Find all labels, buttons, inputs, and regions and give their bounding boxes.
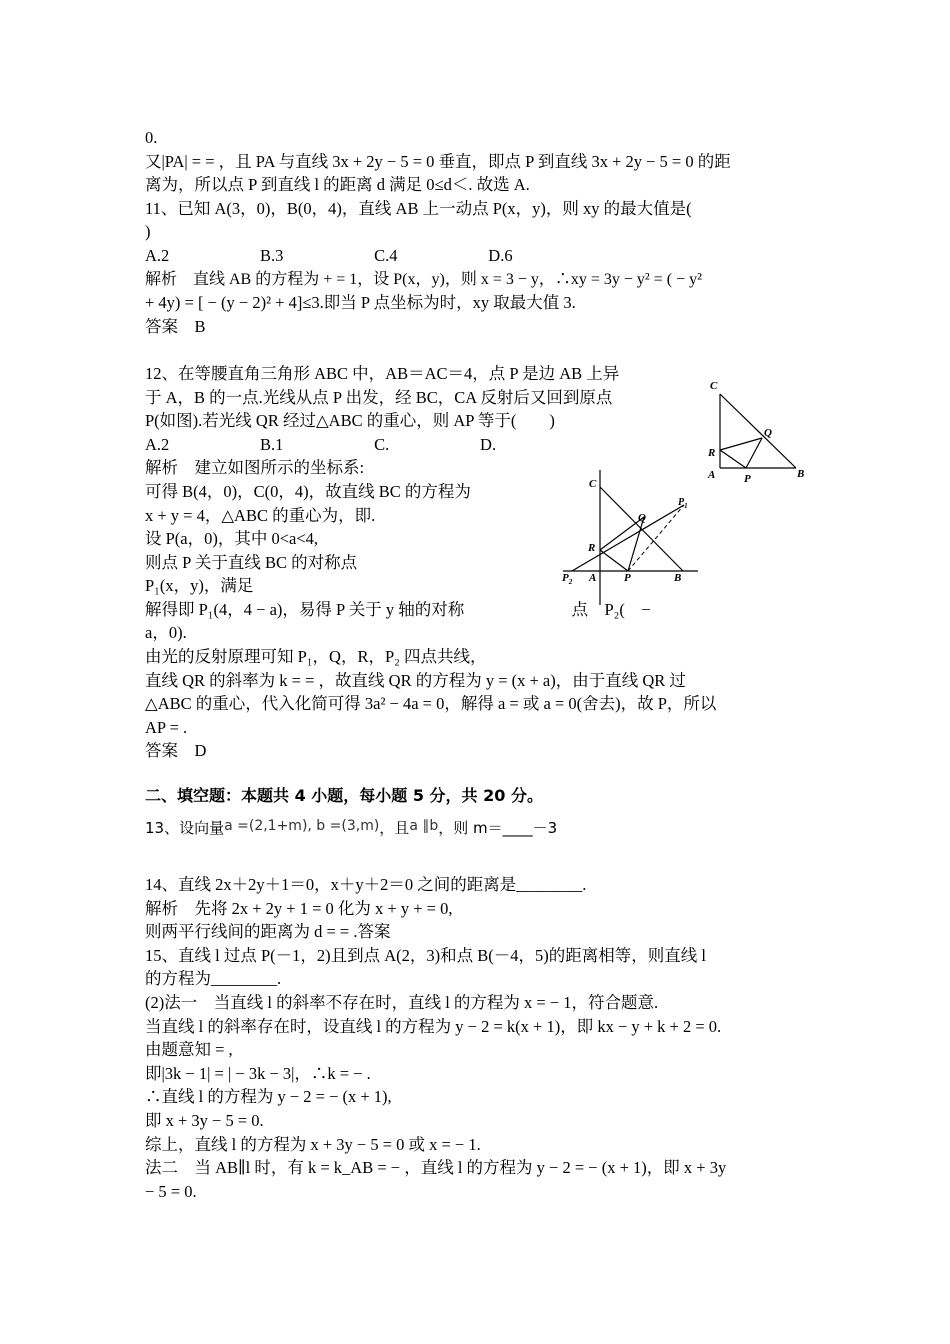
solution-line: 当直线 l 的斜率存在时，设直线 l 的方程为 y − 2 = k(x + 1)，即 kx − y + k + 2 = 0. bbox=[145, 1016, 722, 1036]
dashed-p-p1 bbox=[628, 505, 684, 571]
text-line: 的方程为________. bbox=[145, 969, 282, 989]
q13-prefix: 13、设向量 bbox=[145, 819, 225, 838]
solution-line: P₁(x，y)，满足 bbox=[145, 576, 254, 596]
solution-line: − 5 = 0. bbox=[145, 1181, 197, 1201]
solution-line: 法二 当 AB∥l 时，有 k = k_AB = − ，直线 l 的方程为 y − 2 = − (x + 1)，即 x + 3y bbox=[145, 1158, 727, 1178]
ray-qp bbox=[628, 517, 644, 571]
vector-formula: a =(2,1+m), b =(3,m) bbox=[224, 818, 380, 835]
label-p1: $P_1$ bbox=[678, 497, 688, 510]
question-14: 14、直线 2x＋2y＋1＝0，x＋y＋2＝0 之间的距离是________. bbox=[145, 875, 587, 895]
solution-line: 综上，直线 l 的方程为 x + 3y − 5 = 0 或 x = − 1. bbox=[145, 1134, 481, 1154]
label-q: Q bbox=[764, 427, 772, 439]
solution-line: 则两平行线间的距离为 d = = .答案 bbox=[145, 922, 391, 942]
question-15: 15、直线 l 过点 P(－1，2)且到点 A(2，3)和点 B(－4，5)的距离相等，则直线 l bbox=[145, 945, 706, 965]
label-c: C bbox=[710, 380, 718, 392]
coordinate-figure bbox=[558, 465, 703, 610]
label-p: P bbox=[624, 572, 631, 584]
line-bc bbox=[600, 487, 683, 571]
solution-line: + 4y) = [ − (y − 2)² + 4]≤3.即当 P 点坐标为时，xy 取最大值 3. bbox=[145, 293, 576, 313]
solution-line: 由题意知 = , bbox=[145, 1040, 233, 1060]
side-bc bbox=[720, 394, 796, 468]
text-line: 又|PA| = = ，且 PA 与直线 3x + 2y − 5 = 0 垂直，即点 P 到直线 3x + 2y − 5 = 0 的距 bbox=[145, 151, 731, 171]
q13-suffix: ，则 m＝____－3 bbox=[438, 819, 558, 838]
text-line: ) bbox=[145, 222, 151, 242]
solution-line: ∴直线 l 的方程为 y − 2 = − (x + 1), bbox=[145, 1087, 392, 1107]
solution-line: 即 x + 3y − 5 = 0. bbox=[145, 1110, 264, 1130]
solution-line: 设 P(a，0)，其中 0<a<4, bbox=[145, 529, 319, 549]
solution-line: 即|3k − 1| = | − 3k − 3|，∴k = − . bbox=[145, 1063, 371, 1083]
solution-line: 解得即 P₁(4，4 − a)，易得 P 关于 y 轴的对称 点 P₂( − bbox=[145, 599, 651, 619]
label-c: C bbox=[589, 478, 597, 490]
solution-line: a，0). bbox=[145, 623, 187, 643]
answer-line: 答案 D bbox=[145, 741, 207, 761]
label-r: R bbox=[708, 447, 716, 459]
label-p2: $P_2$ bbox=[562, 572, 573, 586]
ray-rp bbox=[720, 450, 746, 468]
label-r: R bbox=[588, 542, 596, 554]
parallel-formula: a ∥b bbox=[409, 818, 439, 835]
question-13 bbox=[145, 811, 810, 843]
label-a: A bbox=[589, 572, 597, 584]
solution-line: △ABC 的重心，代入化简可得 3a² − 4a = 0，解得 a = 或 a = 0(舍去)，故 P，所以 bbox=[145, 694, 717, 714]
solution-line: 由光的反射原理可知 P₁，Q，R，P₂ 四点共线， bbox=[145, 647, 487, 667]
ray-rq bbox=[720, 438, 762, 450]
question-12: 12、在等腰直角三角形 ABC 中，AB＝AC＝4，点 P 是边 AB 上异 bbox=[145, 363, 620, 383]
label-p: P bbox=[744, 473, 751, 485]
section-heading: 二、填空题：本题共 4 小题，每小题 5 分，共 20 分。 bbox=[145, 786, 543, 806]
answer-line: 答案 B bbox=[145, 316, 206, 336]
solution-line: AP = . bbox=[145, 717, 188, 737]
text-line: 0. bbox=[145, 128, 158, 147]
question-11: 11、已知 A(3，0)，B(0，4)，直线 AB 上一动点 P(x，y)，则 xy 的最大值是( bbox=[145, 198, 692, 218]
solution-line: 解析 建立如图所示的坐标系: bbox=[145, 458, 365, 478]
text-line: P(如图).若光线 QR 经过△ABC 的重心，则 AP 等于( ) bbox=[145, 411, 555, 431]
text-line: 于 A，B 的一点.光线从点 P 出发，经 BC，CA 反射后又回到原点 bbox=[145, 387, 613, 407]
label-b: B bbox=[674, 572, 682, 584]
solution-line: 则点 P 关于直线 BC 的对称点 bbox=[145, 552, 358, 572]
text-line: 离为，所以点 P 到直线 l 的距离 d 满足 0≤d＜. 故选 A. bbox=[145, 175, 530, 195]
document-page bbox=[145, 126, 810, 1203]
q13-middle: ，且 bbox=[379, 819, 410, 838]
solution-line: 解析 直线 AB 的方程为 + = 1，设 P(x，y)，则 x = 3 − y，∴xy = 3y − y² = ( − y² bbox=[145, 270, 702, 288]
label-a: A bbox=[708, 469, 716, 481]
solution-line: 直线 QR 的斜率为 k = = ，故直线 QR 的方程为 y = (x + a)，由于直线 QR 过 bbox=[145, 670, 686, 690]
solution-line: x + y = 4，△ABC 的重心为，即. bbox=[145, 505, 376, 525]
label-b: B bbox=[797, 468, 805, 480]
solution-line: (2)法一 当直线 l 的斜率不存在时，直线 l 的方程为 x = − 1，符合题意. bbox=[145, 993, 659, 1012]
triangle-figure bbox=[700, 374, 815, 489]
label-q: Q bbox=[638, 512, 646, 524]
answer-options: A.2 B.3 C.4 D.6 bbox=[145, 245, 513, 265]
ray-rp bbox=[600, 550, 628, 571]
solution-line: 解析 先将 2x + 2y + 1 = 0 化为 x + y + = 0, bbox=[145, 898, 453, 918]
solution-line: 可得 B(4，0)，C(0，4)，故直线 BC 的方程为 bbox=[145, 481, 471, 501]
answer-options: A.2 B.1 C. D. bbox=[145, 434, 497, 454]
